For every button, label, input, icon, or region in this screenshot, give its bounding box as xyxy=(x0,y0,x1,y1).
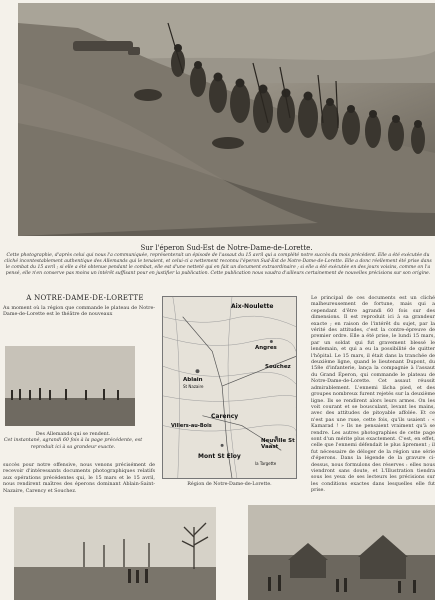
surrender-illustration xyxy=(5,346,135,426)
left-intro-text: Au moment où la région que commande le plateau de Notre-Dame-de-Lorette est le théâtre de nouveaux xyxy=(3,305,155,318)
map-label-carency: Carency xyxy=(211,413,239,420)
hero-note: Cette photographie, d'après celui qui nous l'a communiquée, représenterait un épisode de l'assaut du 15 avril qui a complété notre succès du mois précédent. Elle a été exécutée du cliché incontestablement authentique des Allemands qui le tenaient, et celui-ci a nettement reconnu l'éperon Sud-Est de Notre-Dame-de-Lorette. Elle a donc réellement été prise dans le combat du 15 avril ; si elle a été obtenue pendant le combat, elle est d'une netteté qui en fait un document extraordinaire ; si elle a été exécutée en des jours voisins, comme on l'a pensé, elle n'en conserve pas moins un intérêt suffisant pour en justifier la publication. Cette publication nous vaudra d'ailleurs certainement de nouvelles précisions sur son origine. xyxy=(4,253,432,276)
map-label-targette: la Targette xyxy=(255,461,277,466)
surrender-caption xyxy=(3,432,143,451)
surrender-caption-title: Des Allemands qui se rendent. xyxy=(35,432,111,437)
hero-photo xyxy=(18,3,435,236)
map-label-neuville: Neuville St Vaast xyxy=(261,438,295,450)
map-label-stnazaire: St Nazaire xyxy=(183,384,204,389)
map-label-villers: Villers-au-Bois xyxy=(171,423,212,429)
surrender-photo xyxy=(5,346,135,426)
map-label-ablain: Ablain xyxy=(183,377,203,383)
surrender-caption-note: Cet instantané, agrandi 60 fois à la page précédente, est reproduit ici à sa grandeur exacte. xyxy=(3,438,143,450)
left-body-text: succès pour notre offensive, nous venons précisément de recevoir d'intéressants documents photographiques relatifs aux opérations précédentes qui, le 15 mars et le 15 avril, nous rendirent maîtres des éperons dominant Ablain-Saint-Nazaire, Carency et Souchez. xyxy=(3,462,155,494)
bottom-right-photo xyxy=(248,505,435,600)
map-label-angres: Angres xyxy=(255,345,277,351)
map-label-aix: Aix-Noulette xyxy=(231,303,274,310)
section-title: A NOTRE-DAME-DE-LORETTE xyxy=(26,294,144,302)
map-label-mont: Mont St Eloy xyxy=(198,453,241,460)
hero-caption: Sur l'éperon Sud-Est de Notre-Dame-de-Lorette. xyxy=(140,244,313,252)
map-caption: Région de Notre-Dame-de-Lorette. xyxy=(187,482,272,487)
map-label-souchez: Souchez xyxy=(265,364,291,370)
right-column-text: Le principal de ces documents est un cliché malheureusement de fortune, mais qui a cependant d'être agrandi 60 fois sur des dimensions. Il est reproduit ici à sa grandeur exacte ; en raison de l'intérêt du sujet, par la vérité des attitudes, c'est la contre-épreuve de premier ordre. Elle a été prise, le lundi 15 mars, par un soldat qui fut gravement blessé le lendemain, et qui a eu la possibilité de quitter l'hôpital. Le 15 mars, il était dans la tranchée de deuxième ligne, quand le lieutenant Dupont, du 158e d'infanterie, lança la compagnie à l'assaut du Grand Éperon, qui commande le plateau de Notre-Dame-de-Lorette. Cet assaut réussit admirablement. L'ennemi lâcha pied, et des groupes nombreux furent rejetés sur la deuxième ligne. Ils se rendirent alors leurs armes. On les voit courant et se bousculant, levant les mains, avec des attitudes de pitoyable affolée. Et ce n'est pas une ruse, cette fois, qu'ils usaient : « Kamarad ! » Ils ne pensaient vraiment qu'à se rendre. Les autres photographies de cette page sont d'un mérite plus exactement. C'est, en effet, celle que l'ennemi défendait le plus âprement ; il fut nécessaire de déloger de la région une série d'éperons. Dans la légende de la gravure ci-dessus, nous formulons des réserves : elles nous viendront sans doute, et L'Illustration tiendra sous les yeux de ses lecteurs les précisions sur les conditions exactes dans lesquelles elle fut prise. xyxy=(311,295,435,494)
trees-illustration xyxy=(14,507,216,600)
assault-illustration xyxy=(18,3,435,236)
village-illustration xyxy=(248,505,435,600)
bottom-left-photo xyxy=(14,507,216,600)
region-map xyxy=(162,296,297,479)
